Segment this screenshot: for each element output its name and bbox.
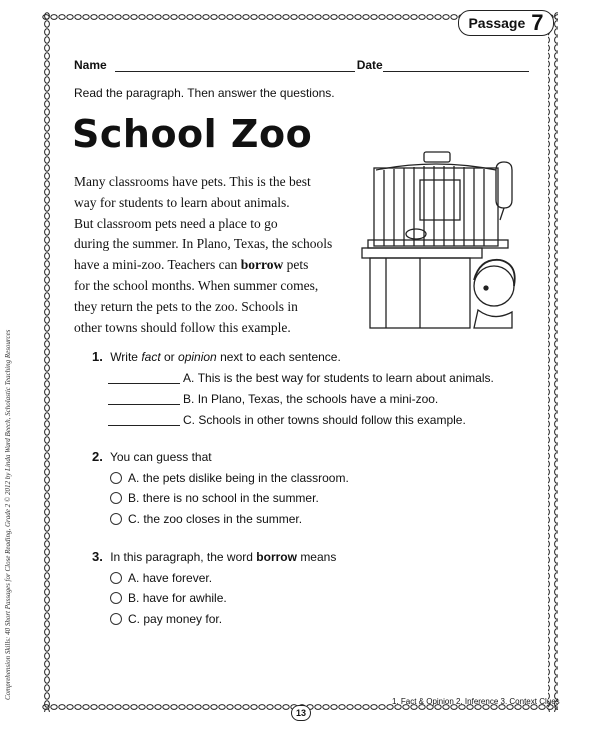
option-letter: B. <box>128 591 140 605</box>
question-2 <box>92 449 212 464</box>
question-text: Write <box>110 350 138 364</box>
passage-line: other towns should follow this example. <box>74 319 291 335</box>
passage-line: during the summer. In Plano, Texas, the schools <box>74 236 333 252</box>
answer-option[interactable] <box>110 512 302 526</box>
name-field[interactable] <box>115 60 355 72</box>
date-label: Date <box>356 58 383 72</box>
question-text: or <box>164 350 175 364</box>
option-text: have for awhile. <box>142 591 227 605</box>
question-text: next to each sentence. <box>220 350 341 364</box>
name-label: Name <box>74 58 107 72</box>
passage-line: for the school months. When summer comes, <box>74 277 319 293</box>
instructions: Read the paragraph. Then answer the questions. <box>74 86 335 100</box>
passage-tab <box>458 10 554 36</box>
answer-blank[interactable] <box>108 372 180 384</box>
radio-button[interactable] <box>110 472 122 484</box>
copyright-credit: Comprehension Skills: 40 Short Passages for Close Reading, Grade 2 © 2012 by Linda Ward Beech, Scholastic Teaching Resources <box>4 329 12 700</box>
option-text: the pets dislike being in the classroom. <box>142 471 349 485</box>
question-text: opinion <box>178 350 217 364</box>
passage-line <box>74 255 354 276</box>
option-letter: A. <box>128 571 140 585</box>
option-text: there is no school in the summer. <box>142 491 319 505</box>
option-text: pay money for. <box>143 612 223 626</box>
answer-blank[interactable] <box>108 393 180 405</box>
question-text: fact <box>141 350 161 364</box>
fact-opinion-item <box>108 413 466 427</box>
question-1 <box>92 349 341 364</box>
radio-button[interactable] <box>110 572 122 584</box>
item-text: This is the best way for students to learn about animals. <box>197 371 494 385</box>
question-number: 3. <box>92 549 103 564</box>
option-letter: C. <box>128 612 140 626</box>
option-letter: A. <box>128 471 140 485</box>
passage-label: Passage <box>468 15 526 31</box>
name-date-row <box>74 58 529 72</box>
cage-illustration <box>356 150 531 330</box>
page-title: School Zoo <box>72 112 313 156</box>
question-text: In this paragraph, the word <box>110 550 253 564</box>
reading-passage <box>74 172 354 338</box>
question-text: means <box>300 550 337 564</box>
question-text: You can guess that <box>109 450 212 464</box>
option-letter: C. <box>128 512 140 526</box>
fact-opinion-item <box>108 371 494 385</box>
answer-option[interactable] <box>110 491 319 505</box>
page-number: 13 <box>291 705 311 721</box>
answer-option[interactable] <box>110 571 212 585</box>
radio-button[interactable] <box>110 513 122 525</box>
answer-option[interactable] <box>110 612 222 626</box>
item-text: In Plano, Texas, the schools have a mini-zoo. <box>197 392 439 406</box>
skills-footer: 1. Fact & Opinion 2. Inference 3. Context Clues <box>392 697 560 706</box>
question-number: 2. <box>92 449 103 464</box>
passage-text: have a mini-zoo. Teachers can <box>74 257 238 273</box>
item-letter: B. <box>183 392 195 406</box>
answer-option[interactable] <box>110 591 227 605</box>
answer-option[interactable] <box>110 471 349 485</box>
vocab-word: borrow <box>256 550 297 564</box>
radio-button[interactable] <box>110 592 122 604</box>
option-text: have forever. <box>142 571 213 585</box>
item-text: Schools in other towns should follow this example. <box>198 413 466 427</box>
option-letter: B. <box>128 491 140 505</box>
passage-line: they return the pets to the zoo. Schools in <box>74 298 298 314</box>
radio-button[interactable] <box>110 613 122 625</box>
vocab-word: borrow <box>240 257 284 273</box>
answer-blank[interactable] <box>108 414 180 426</box>
passage-line: But classroom pets need a place to go <box>74 215 278 231</box>
question-number: 1. <box>92 349 103 364</box>
date-field[interactable] <box>383 60 529 72</box>
item-letter: C. <box>183 413 195 427</box>
option-text: the zoo closes in the summer. <box>143 512 303 526</box>
passage-line: way for students to learn about animals. <box>74 194 290 210</box>
question-3 <box>92 549 336 564</box>
passage-number: 7 <box>531 10 544 35</box>
passage-text: pets <box>286 257 309 273</box>
fact-opinion-item <box>108 392 438 406</box>
passage-line: Many classrooms have pets. This is the best <box>74 174 311 189</box>
radio-button[interactable] <box>110 492 122 504</box>
item-letter: A. <box>183 371 195 385</box>
